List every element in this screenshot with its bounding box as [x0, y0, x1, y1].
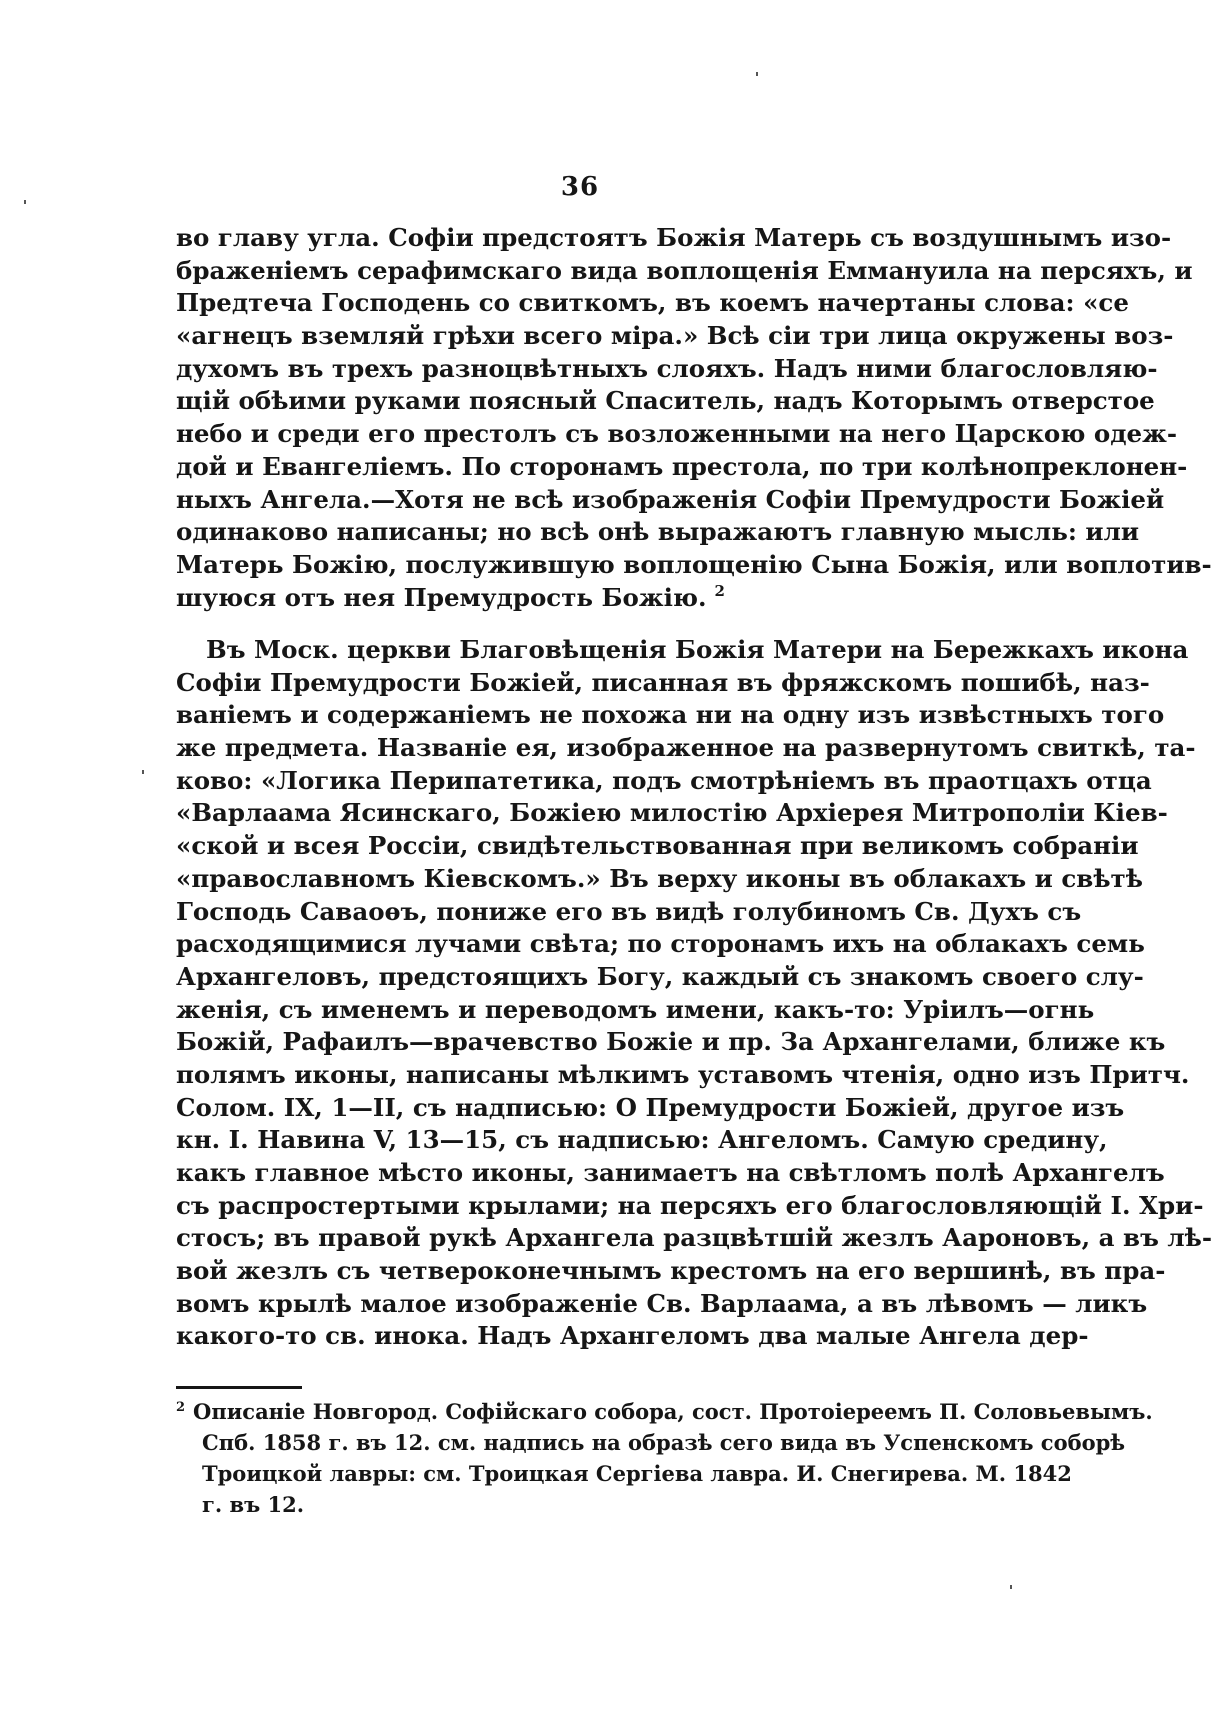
text-line: Господь Саваоѳъ, пониже его въ видѣ голубиномъ Св. Духъ съ — [176, 896, 1082, 926]
scan-speck — [142, 770, 144, 774]
text-line: духомъ въ трехъ разноцвѣтныхъ слояхъ. Надъ ними благословляю- — [176, 353, 1158, 383]
text-line: Солом. IX, 1—II, съ надписью: О Премудрости Божіей, другое изъ — [176, 1092, 1125, 1122]
text-line: полямъ иконы, написаны мѣлкимъ уставомъ чтенія, одно изъ Притч. — [176, 1059, 1190, 1089]
text-line: «православномъ Кіевскомъ.» Въ верху иконы въ облакахъ и свѣтѣ — [176, 863, 1143, 893]
text-line: браженіемъ серафимскаго вида воплощенія Еммануила на персяхъ, и — [176, 255, 1193, 285]
footnote-text: Описаніе Новгород. Софійскаго собора, сост. Протоіереемъ П. Соловьевымъ. — [193, 1399, 1153, 1424]
footnote-line: г. въ 12. — [202, 1492, 305, 1517]
text-line: стосъ; въ правой рукѣ Архангела разцвѣтшій жезлъ Аароновъ, а въ лѣ- — [176, 1223, 1212, 1253]
text-line: ваніемъ и содержаніемъ не похожа ни на одну изъ извѣстныхъ того — [176, 700, 1165, 730]
text-line: вой жезлъ съ четвероконечнымъ крестомъ на его вершинѣ, въ пра- — [176, 1256, 1166, 1286]
text-line: «ской и всея Россіи, свидѣтельствованная при великомъ собраніи — [176, 831, 1139, 861]
text-line: Божій, Рафаилъ—врачевство Божіе и пр. За Архангелами, ближе къ — [176, 1027, 1166, 1057]
paragraph-1 — [176, 222, 1212, 614]
text-line: Въ Моск. церкви Благовѣщенія Божія Матери на Бережкахъ икона — [206, 635, 1189, 664]
footnote-line: Спб. 1858 г. въ 12. см. надпись на образѣ сего вида въ Успенскомъ соборѣ — [202, 1430, 1126, 1455]
text-line: кн. I. Навина V, 13—15, съ надписью: Ангеломъ. Самую средину, — [176, 1125, 1108, 1155]
text-line: вомъ крылѣ малое изображеніе Св. Варлаама, а въ лѣвомъ — ликъ — [176, 1288, 1148, 1318]
text-line: «Варлаама Ясинскаго, Божіею милостію Архіерея Митрополіи Кіев- — [176, 798, 1168, 828]
text-line: какъ главное мѣсто иконы, занимаетъ на свѣтломъ полѣ Архангелъ — [176, 1158, 1165, 1187]
paragraph-2 — [176, 634, 1212, 1353]
text-line: во главу угла. Софіи предстоятъ Божія Матерь съ воздушнымъ изо- — [176, 223, 1172, 252]
text-line: Матерь Божію, послужившую воплощенію Сына Божія, или воплотив- — [176, 549, 1212, 579]
text-line: небо и среди его престолъ съ возложенными на него Царскою одеж- — [176, 419, 1178, 449]
text-line: «агнецъ вземляй грѣхи всего міра.» Всѣ сіи три лица окружены воз- — [176, 321, 1174, 351]
text-line — [176, 582, 1018, 615]
scan-speck — [756, 72, 758, 76]
footnote-divider — [176, 1386, 302, 1389]
text-line: Предтеча Господень со свиткомъ, въ коемъ начертаны слова: «се — [176, 288, 1129, 318]
text-line: ныхъ Ангела.—Хотя не всѣ изображенія Софіи Премудрости Божіей — [176, 484, 1165, 514]
text-line: щій обѣими руками поясный Спаситель, надъ Которымъ отверстое — [176, 386, 1155, 416]
footnote-reference[interactable]: 2 — [714, 582, 725, 601]
text-line: съ распростертыми крылами; на персяхъ его благословляющій I. Хри- — [176, 1190, 1204, 1220]
text-line: дой и Евангеліемъ. По сторонамъ престола, по три колѣнопреклонен- — [176, 451, 1188, 481]
text-line: какого-то св. инока. Надъ Архангеломъ два малые Ангела дер- — [176, 1321, 1089, 1351]
footnote-line: Троицкой лавры: см. Троицкая Сергіева лавра. И. Снегирева. М. 1842 — [202, 1461, 1072, 1486]
page-number: 36 — [560, 172, 600, 202]
footnote-mark: 2 — [176, 1400, 186, 1415]
text-line: расходящимися лучами свѣта; по сторонамъ ихъ на облакахъ семь — [176, 929, 1145, 959]
text-line: ково: «Логика Перипатетика, подъ смотрѣніемъ въ праотцахъ отца — [176, 765, 1152, 795]
scan-speck — [24, 200, 26, 204]
text-line: одинаково написаны; но всѣ онѣ выражаютъ главную мысль: или — [176, 517, 1140, 547]
text-line: Софіи Премудрости Божіей, писанная въ фряжскомъ пошибѣ, наз- — [176, 667, 1150, 697]
text-line: женія, съ именемъ и переводомъ имени, какъ-то: Урiилъ—огнь — [176, 994, 1095, 1024]
footnote-line — [176, 1396, 1153, 1427]
scan-speck — [1010, 1585, 1012, 1589]
text-line: же предмета. Названіе ея, изображенное на развернутомъ свиткѣ, та- — [176, 733, 1196, 763]
footnote — [176, 1396, 1153, 1520]
last-line-text: шуюся отъ нея Премудрость Божію. — [176, 582, 707, 612]
text-line: Архангеловъ, предстоящихъ Богу, каждый съ знакомъ своего слу- — [176, 961, 1144, 991]
